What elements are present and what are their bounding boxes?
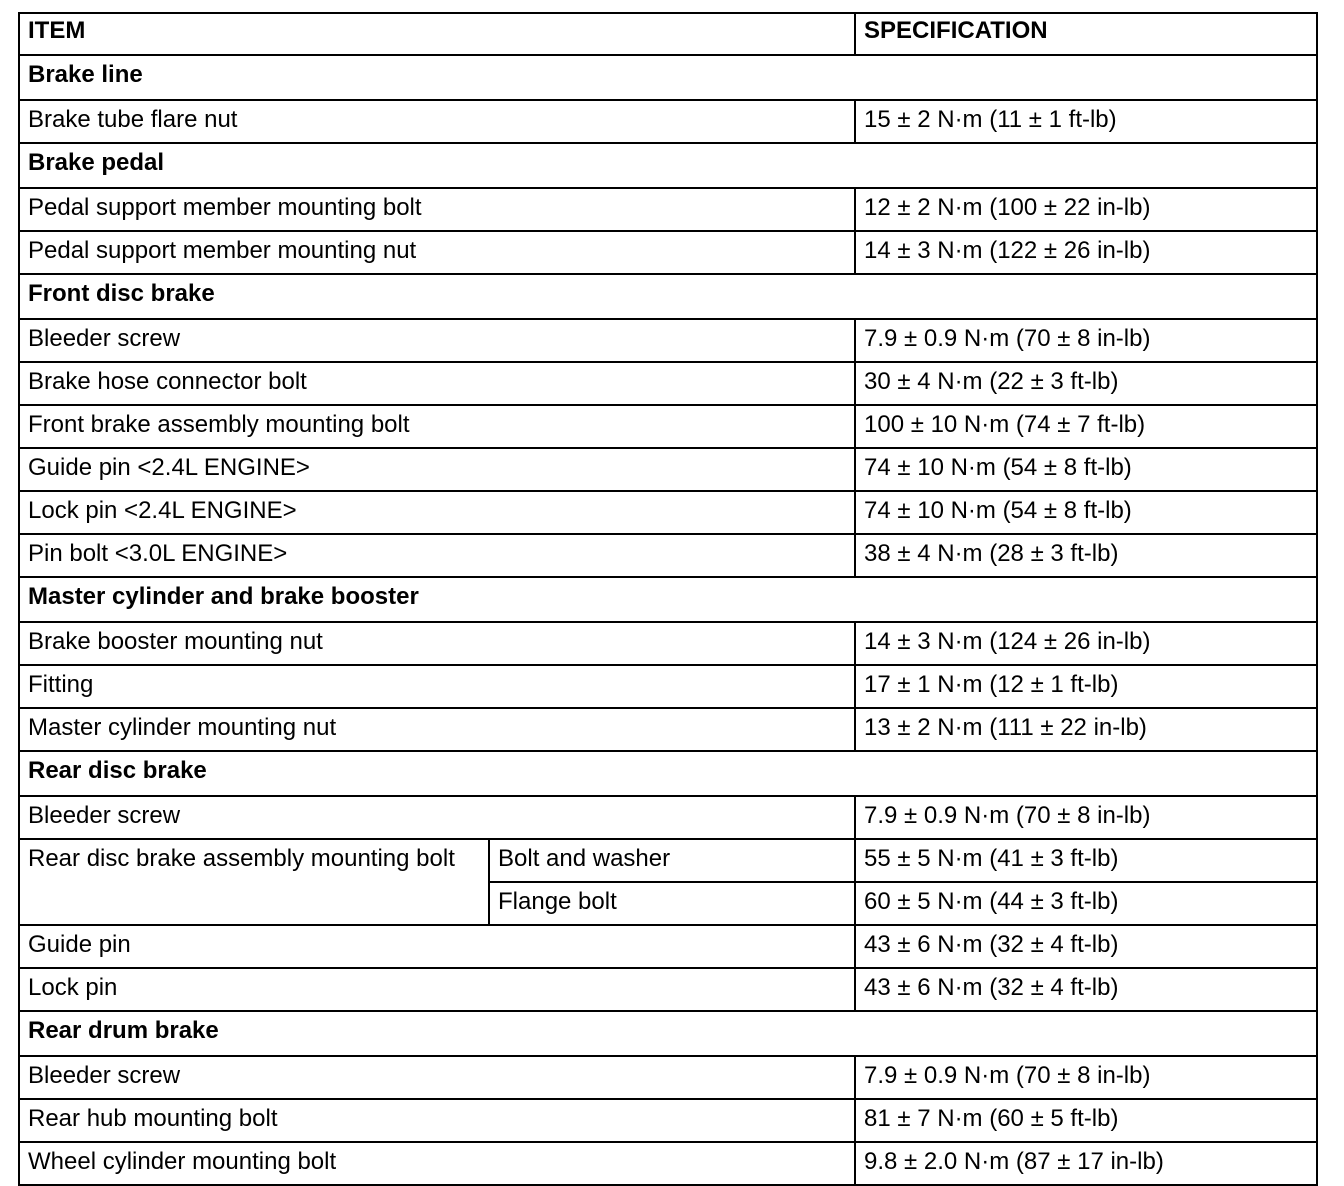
section-title: Rear disc brake (19, 751, 1317, 796)
table-row (19, 534, 1317, 577)
table-row (19, 188, 1317, 231)
item-cell: Brake booster mounting nut (19, 622, 855, 665)
section-row (19, 1011, 1317, 1056)
section-title: Front disc brake (19, 274, 1317, 319)
table-row (19, 1056, 1317, 1099)
spec-cell: 12 ± 2 N·m (100 ± 22 in-lb) (855, 188, 1317, 231)
section-row (19, 143, 1317, 188)
table-row (19, 1142, 1317, 1185)
item-cell: Master cylinder mounting nut (19, 708, 855, 751)
spec-cell: 7.9 ± 0.9 N·m (70 ± 8 in-lb) (855, 319, 1317, 362)
item-cell: Lock pin <2.4L ENGINE> (19, 491, 855, 534)
item-cell: Lock pin (19, 968, 855, 1011)
item-cell: Bleeder screw (19, 1056, 855, 1099)
table-row (19, 491, 1317, 534)
item-cell: Brake hose connector bolt (19, 362, 855, 405)
spec-cell: 74 ± 10 N·m (54 ± 8 ft-lb) (855, 491, 1317, 534)
item-cell: Bleeder screw (19, 319, 855, 362)
spec-cell: 15 ± 2 N·m (11 ± 1 ft-lb) (855, 100, 1317, 143)
table-header-row (19, 13, 1317, 55)
section-row (19, 55, 1317, 100)
table-row (19, 839, 1317, 882)
section-title: Master cylinder and brake booster (19, 577, 1317, 622)
item-cell: Guide pin <2.4L ENGINE> (19, 448, 855, 491)
spec-cell: 43 ± 6 N·m (32 ± 4 ft-lb) (855, 925, 1317, 968)
item-cell: Pedal support member mounting nut (19, 231, 855, 274)
table-row (19, 665, 1317, 708)
table-row (19, 362, 1317, 405)
section-title: Rear drum brake (19, 1011, 1317, 1056)
table-row (19, 796, 1317, 839)
header-specification: SPECIFICATION (855, 13, 1317, 55)
table-row (19, 708, 1317, 751)
spec-cell: 81 ± 7 N·m (60 ± 5 ft-lb) (855, 1099, 1317, 1142)
sub-item-cell: Flange bolt (489, 882, 855, 925)
spec-cell: 7.9 ± 0.9 N·m (70 ± 8 in-lb) (855, 796, 1317, 839)
table-row (19, 319, 1317, 362)
table-row (19, 448, 1317, 491)
item-cell: Rear hub mounting bolt (19, 1099, 855, 1142)
spec-cell: 38 ± 4 N·m (28 ± 3 ft-lb) (855, 534, 1317, 577)
item-cell: Pedal support member mounting bolt (19, 188, 855, 231)
item-cell: Bleeder screw (19, 796, 855, 839)
section-row (19, 577, 1317, 622)
table-row (19, 100, 1317, 143)
table-row (19, 622, 1317, 665)
table-row (19, 231, 1317, 274)
spec-cell: 14 ± 3 N·m (122 ± 26 in-lb) (855, 231, 1317, 274)
spec-cell: 13 ± 2 N·m (111 ± 22 in-lb) (855, 708, 1317, 751)
table-row (19, 925, 1317, 968)
section-title: Brake line (19, 55, 1317, 100)
item-cell: Fitting (19, 665, 855, 708)
item-cell: Brake tube flare nut (19, 100, 855, 143)
item-cell-split: Rear disc brake assembly mounting bolt (19, 839, 489, 925)
spec-cell: 43 ± 6 N·m (32 ± 4 ft-lb) (855, 968, 1317, 1011)
section-row (19, 274, 1317, 319)
sub-item-cell: Bolt and washer (489, 839, 855, 882)
item-cell: Guide pin (19, 925, 855, 968)
table-row (19, 405, 1317, 448)
item-cell: Pin bolt <3.0L ENGINE> (19, 534, 855, 577)
torque-spec-table (18, 12, 1318, 1186)
item-cell: Front brake assembly mounting bolt (19, 405, 855, 448)
spec-cell: 100 ± 10 N·m (74 ± 7 ft-lb) (855, 405, 1317, 448)
section-row (19, 751, 1317, 796)
spec-cell: 17 ± 1 N·m (12 ± 1 ft-lb) (855, 665, 1317, 708)
spec-cell: 30 ± 4 N·m (22 ± 3 ft-lb) (855, 362, 1317, 405)
table-row (19, 1099, 1317, 1142)
spec-cell: 60 ± 5 N·m (44 ± 3 ft-lb) (855, 882, 1317, 925)
spec-cell: 55 ± 5 N·m (41 ± 3 ft-lb) (855, 839, 1317, 882)
table-row (19, 968, 1317, 1011)
spec-cell: 9.8 ± 2.0 N·m (87 ± 17 in-lb) (855, 1142, 1317, 1185)
spec-cell: 14 ± 3 N·m (124 ± 26 in-lb) (855, 622, 1317, 665)
header-item: ITEM (19, 13, 855, 55)
item-cell: Wheel cylinder mounting bolt (19, 1142, 855, 1185)
spec-cell: 7.9 ± 0.9 N·m (70 ± 8 in-lb) (855, 1056, 1317, 1099)
section-title: Brake pedal (19, 143, 1317, 188)
spec-cell: 74 ± 10 N·m (54 ± 8 ft-lb) (855, 448, 1317, 491)
